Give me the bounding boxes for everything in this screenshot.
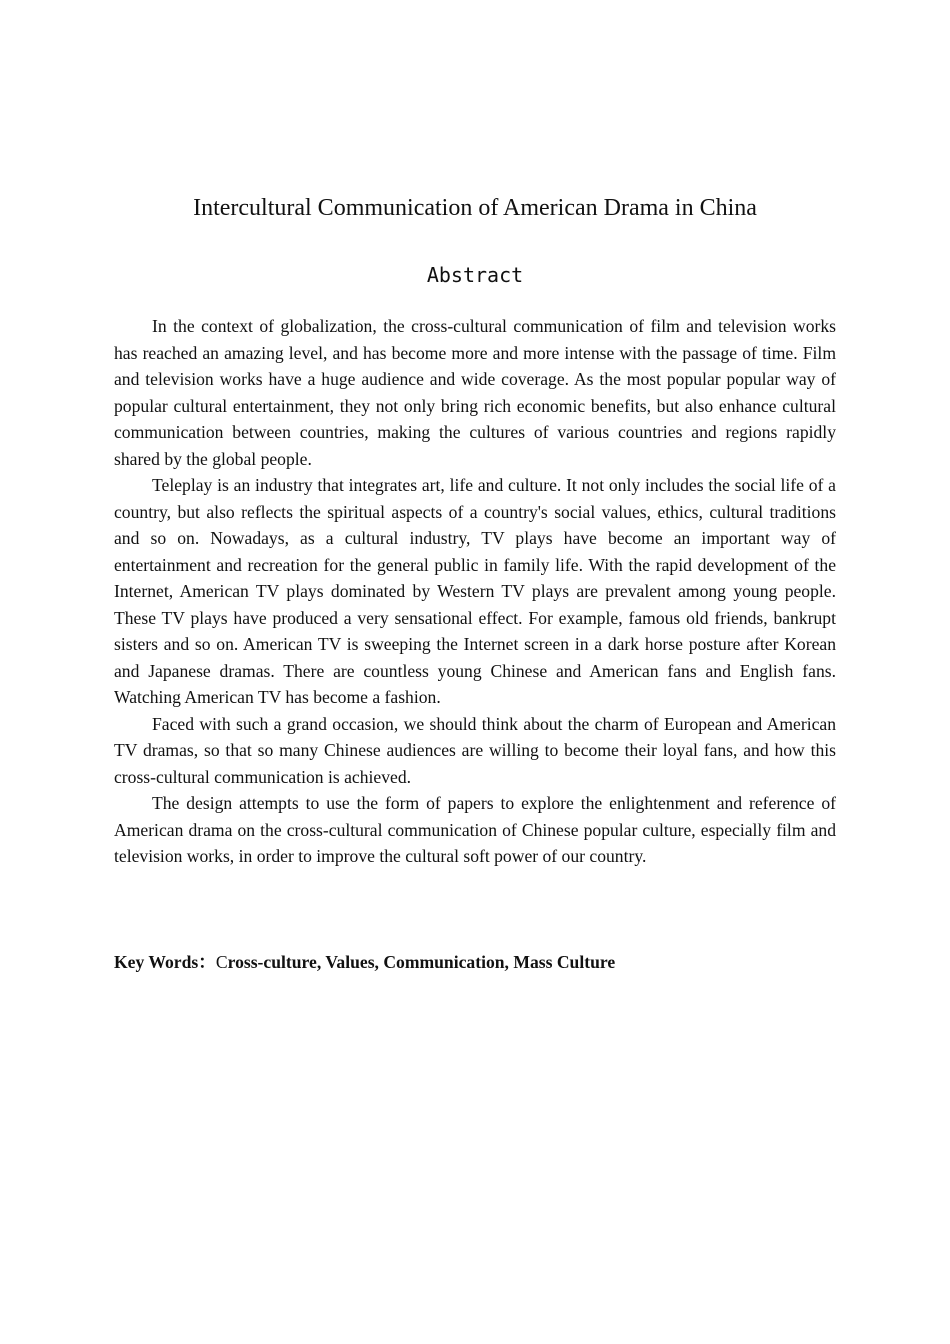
keywords-first-letter: C: [215, 952, 228, 972]
abstract-paragraph-2: Teleplay is an industry that integrates art, life and culture. It not only includes the social life of a country, but also reflects the spiritual aspects of a country's social values, ethics, cultural traditions and so on. Nowadays, as a cultural industry, TV plays have become an important way of entertainment and recreation for the general public in family life. With the rapid development of the Internet, American TV plays dominated by Western TV plays are prevalent among young people. These TV plays have produced a very sensational effect. For example, famous old friends, bankrupt sisters and so on. American TV is sweeping the Internet screen in a dark horse posture after Korean and Japanese dramas. There are countless young Chinese and American fans and English fans. Watching American TV has become a fashion.: [114, 475, 836, 707]
keywords-value: [216, 952, 615, 972]
abstract-paragraph-4: The design attempts to use the form of papers to explore the enlightenment and reference of American drama on the cross-cultural communication of Chinese popular culture, especially film and television works, in order to improve the cultural soft power of our country.: [114, 793, 836, 866]
abstract-paragraph-1: In the context of globalization, the cross-cultural communication of film and television works has reached an amazing level, and has become more and more intense with the passage of time. Film and television works have a huge audience and wide coverage. As the most popular popular way of popular cultural entertainment, they not only bring rich economic benefits, but also enhance cultural communication between countries, making the cultures of various countries and regions rapidly shared by the global people.: [114, 316, 836, 469]
abstract-heading: Abstract: [426, 263, 524, 287]
abstract-paragraph-3: Faced with such a grand occasion, we should think about the charm of European and American TV dramas, so that so many Chinese audiences are willing to become their loyal fans, and how this cross-cultural communication is achieved.: [114, 713, 836, 787]
keywords-line: [114, 949, 836, 975]
abstract-body: [114, 313, 836, 870]
keywords-label: Key Words：: [114, 952, 216, 972]
keywords-list: ross-culture, Values, Communication, Mass Culture: [227, 952, 616, 972]
document-title: Intercultural Communication of American Drama in China: [193, 195, 757, 221]
